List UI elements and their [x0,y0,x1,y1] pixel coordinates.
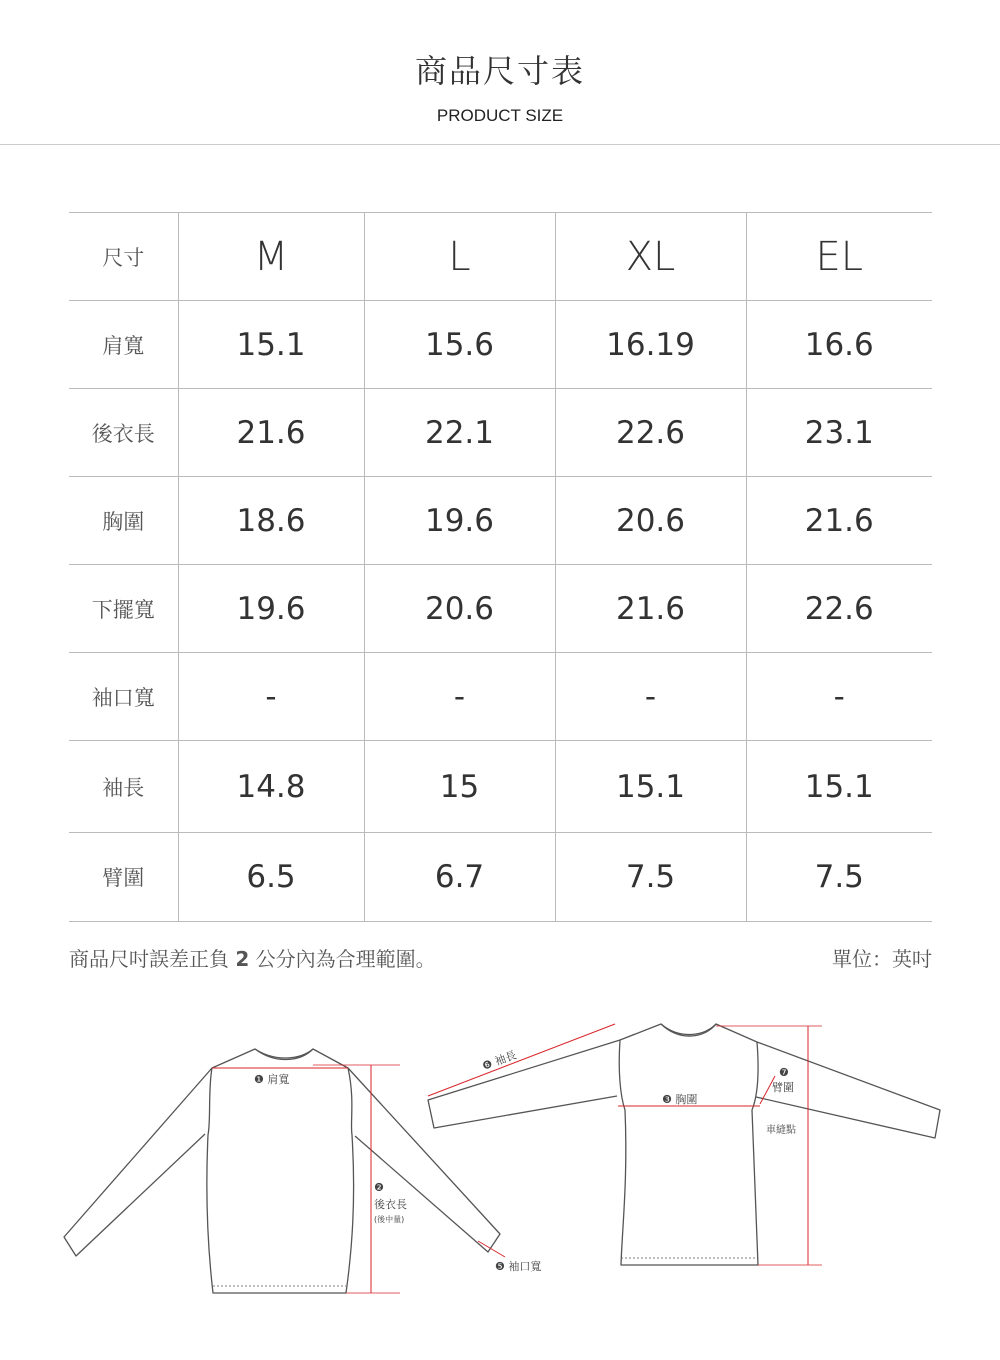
size-header-m: M [178,213,364,301]
back-length-sub-label: (後中量) [374,1215,405,1224]
table-cell: - [364,653,555,741]
table-cell: 15.1 [746,741,932,833]
table-cell: 16.6 [746,301,932,389]
row-label: 下擺寬 [69,565,178,653]
size-header-xl: XL [555,213,746,301]
table-cell: 23.1 [746,389,932,477]
table-cell: 14.8 [178,741,364,833]
arm-label: 臂圍 [772,1081,794,1094]
table-cell: - [555,653,746,741]
shoulder-label: ❶ 肩寬 [254,1073,290,1086]
size-header-l: L [364,213,555,301]
row-label: 袖長 [69,741,178,833]
note-number: 2 [235,947,250,971]
table-cell: 21.6 [178,389,364,477]
unit-label: 單位：英吋 [832,947,932,971]
table-cell: 20.6 [555,477,746,565]
header-divider [0,144,1000,145]
table-row [69,653,932,741]
chest-label: ❸ 胸圍 [662,1093,698,1106]
size-table [69,212,932,922]
table-cell: 19.6 [364,477,555,565]
tolerance-note [69,943,436,972]
row-label: 肩寬 [69,301,178,389]
table-row [69,565,932,653]
page-subtitle: PRODUCT SIZE [436,106,564,125]
table-cell: 15.1 [555,741,746,833]
table-row [69,833,932,922]
note-text-post: 公分內為合理範圍。 [249,947,436,971]
table-cell: 21.6 [555,565,746,653]
table-row [69,389,932,477]
size-corner-label: 尺寸 [69,213,178,301]
table-cell: 7.5 [555,833,746,922]
cuff-label: ❺ 袖口寬 [495,1260,542,1273]
table-cell: 15.6 [364,301,555,389]
table-cell: 18.6 [178,477,364,565]
table-cell: 20.6 [364,565,555,653]
table-cell: 15.1 [178,301,364,389]
arm-number: ❼ [779,1066,789,1079]
table-cell: - [746,653,932,741]
row-label: 臂圍 [69,833,178,922]
table-cell: 6.5 [178,833,364,922]
table-row [69,741,932,833]
table-cell: 16.19 [555,301,746,389]
table-cell: 22.6 [746,565,932,653]
back-length-number: ❷ [374,1181,384,1194]
row-label: 袖口寬 [69,653,178,741]
size-header-el: EL [746,213,932,301]
table-cell: 22.6 [555,389,746,477]
table-cell: 21.6 [746,477,932,565]
table-cell: 6.7 [364,833,555,922]
page-title: 商品尺寸表 [414,52,585,90]
sleeve-label: ❻ 袖長 [480,1048,519,1073]
size-header-row [69,213,932,301]
measurement-diagram [0,1000,1000,1320]
back-length-label: 後衣長 [374,1198,407,1211]
table-cell: - [178,653,364,741]
note-text-pre: 商品尺吋誤差正負 [69,947,236,971]
row-label: 後衣長 [69,389,178,477]
table-row [69,477,932,565]
table-cell: 15 [364,741,555,833]
table-cell: 22.1 [364,389,555,477]
seam-point-label: 車縫點 [766,1125,796,1136]
cuff-measure-line [478,1241,505,1257]
table-row [69,301,932,389]
sleeve-measure-line [428,1024,615,1096]
table-cell: 19.6 [178,565,364,653]
table-cell: 7.5 [746,833,932,922]
row-label: 胸圍 [69,477,178,565]
